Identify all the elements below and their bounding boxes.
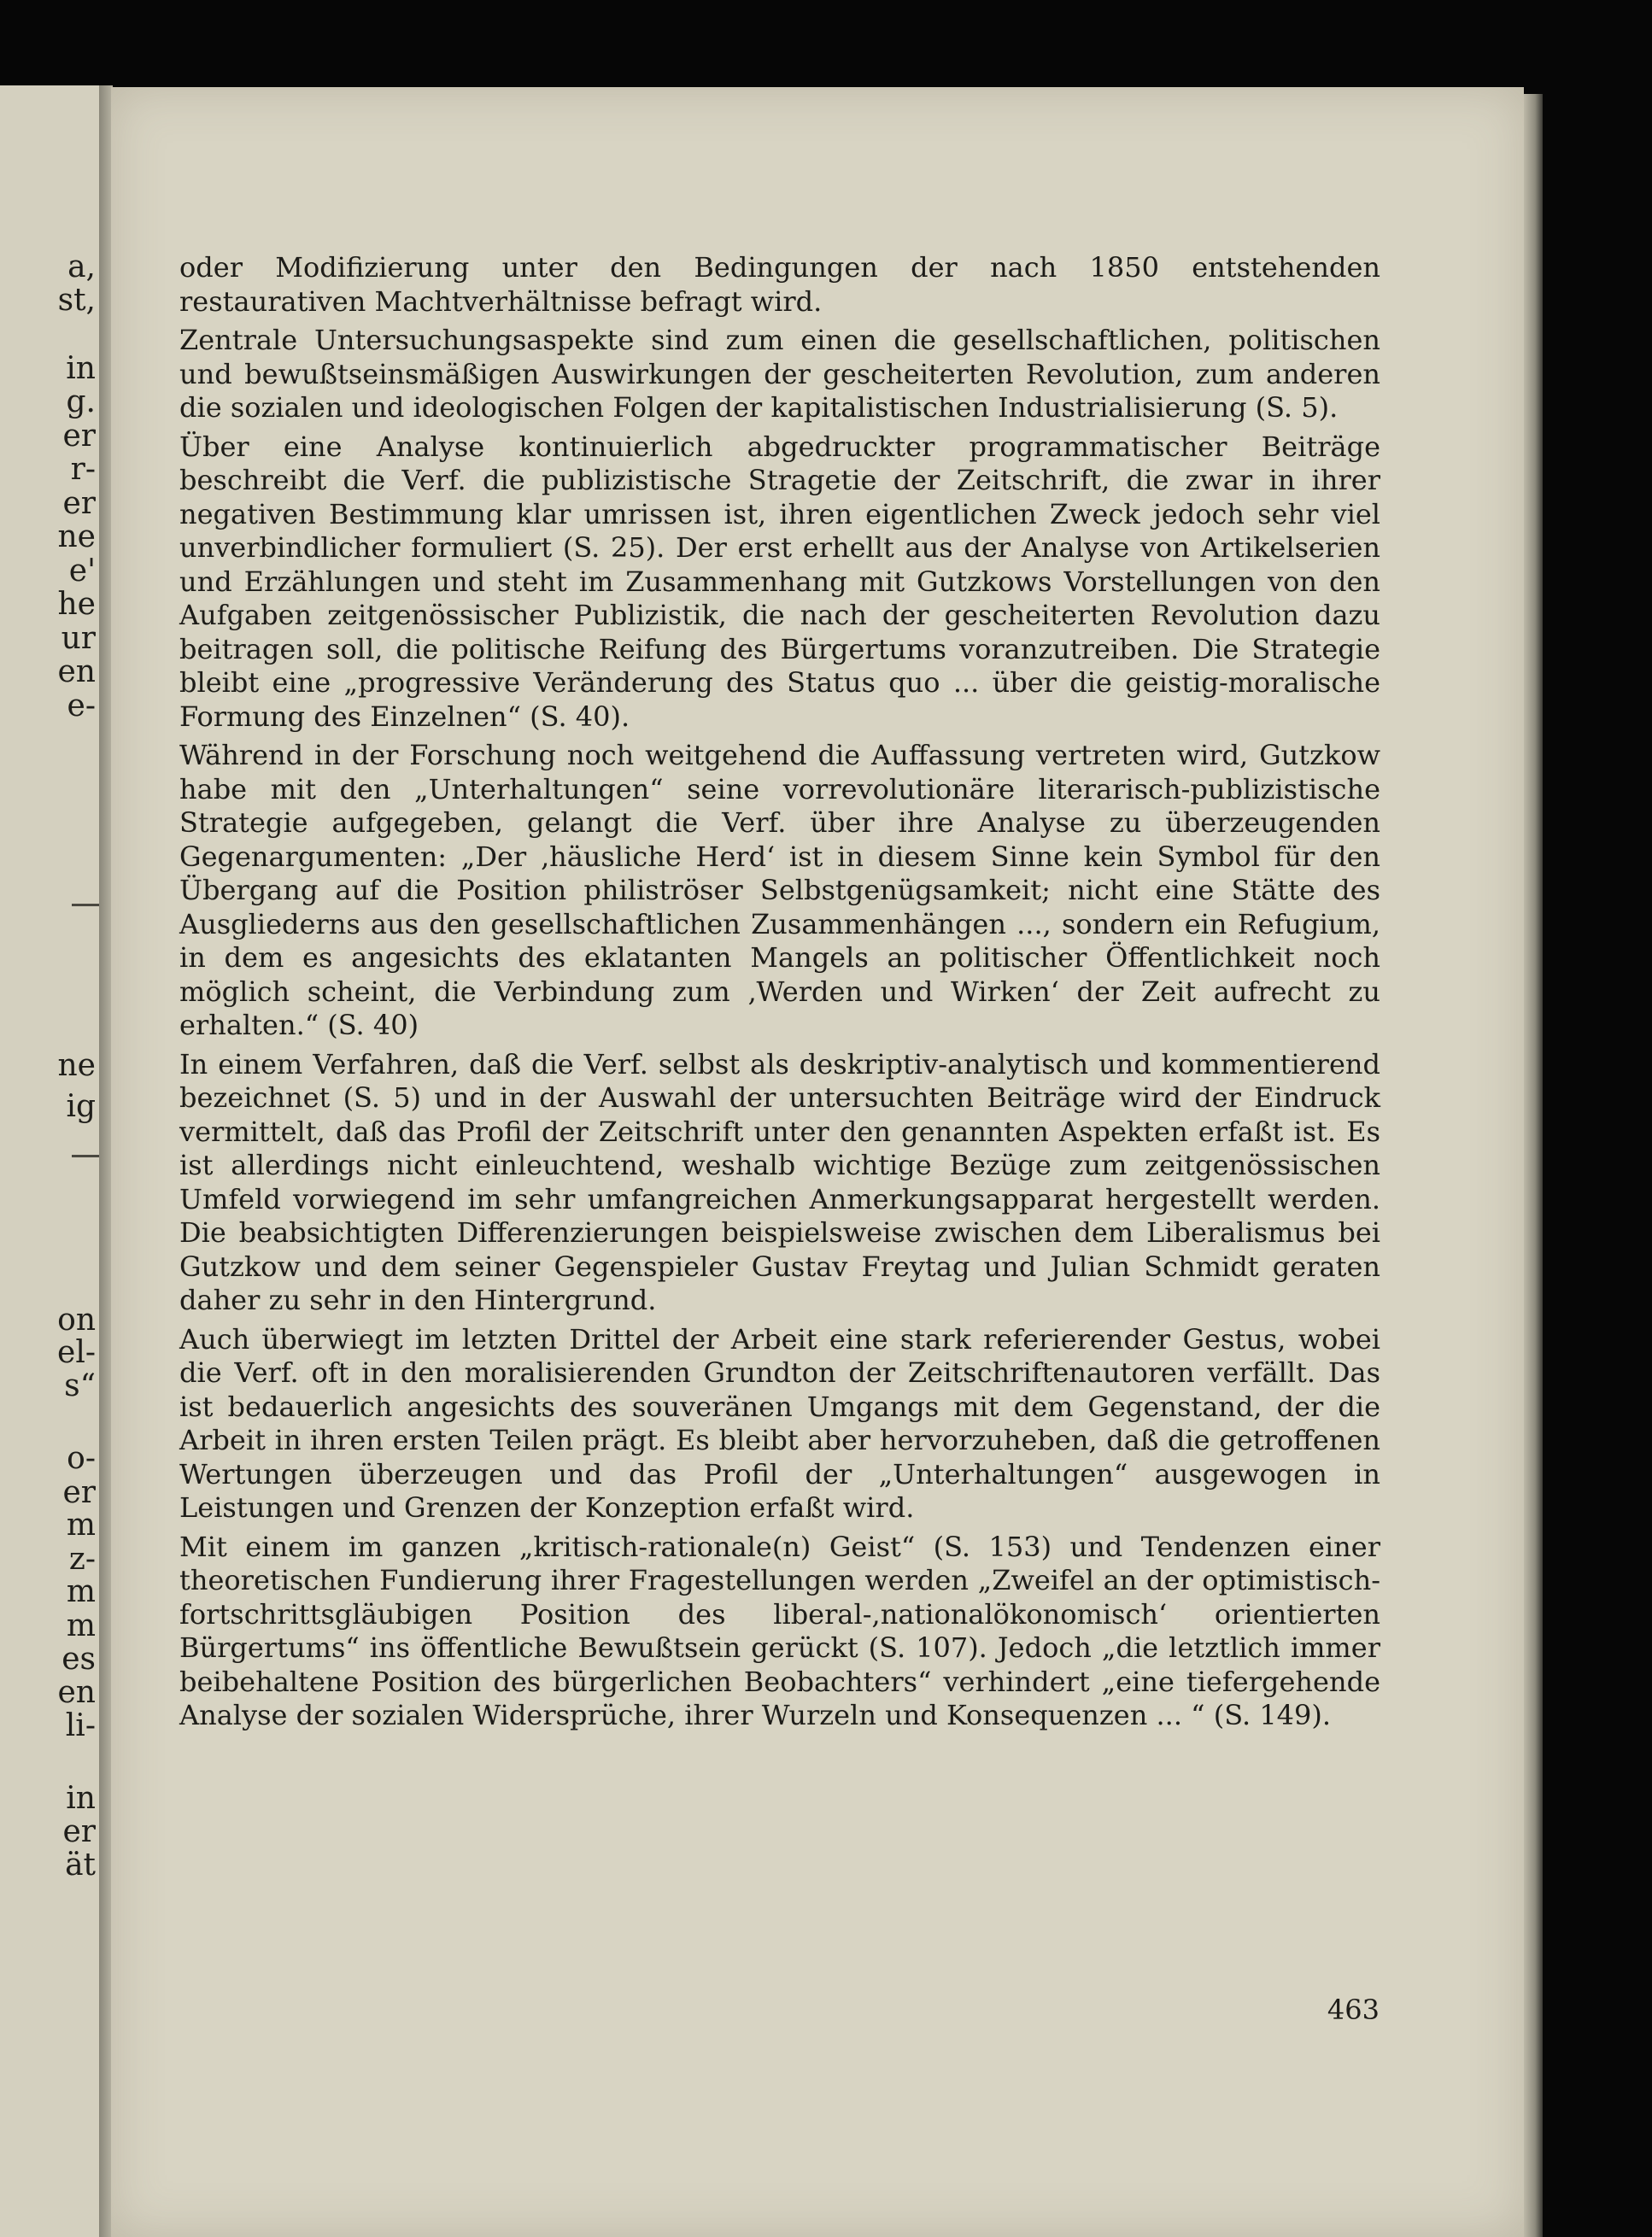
facing-page-fragment: st,: [57, 283, 96, 318]
facing-page-rule: [72, 1155, 101, 1157]
facing-page-fragment: a,: [67, 249, 96, 284]
facing-page-fragment: z-: [68, 1542, 96, 1577]
facing-page-fragment: g.: [66, 384, 96, 419]
facing-page-fragment: e-: [67, 688, 96, 723]
paragraph: Mit einem im ganzen „kritisch-rationale(n) Geist“ (S. 153) und Tendenzen einer theoretischen Fundierung ihrer Fragestellungen werden „Zweifel an der optimistisch-fortschrittsgläubigen Position des liberal-,nationalökonomisch‘ orientierten Bürgertums“ ins öffentliche Bewußtsein gerückt (S. 107). Jedoch „die letztlich immer beibehaltene Position des bürgerlichen Beobachters“ verhindert „eine tiefergehende Analyse der sozialen Widersprüche, ihrer Wurzeln und Konsequenzen ... “ (S. 149).: [179, 1530, 1380, 1731]
facing-page-fragment: er: [62, 1814, 96, 1849]
facing-page-fragment: er: [62, 486, 96, 521]
book-page: [111, 87, 1524, 2237]
facing-page-fragment: m: [66, 1508, 96, 1543]
facing-page-fragment: e': [68, 553, 96, 589]
page-number: 463: [1327, 1994, 1380, 2026]
facing-page-fragment: in: [66, 1781, 96, 1816]
facing-page-fragment: m: [66, 1574, 96, 1609]
facing-page-fragment: he: [57, 587, 96, 622]
facing-page-fragment: er: [62, 1475, 96, 1510]
paragraph: oder Modifizierung unter den Bedingungen der nach 1850 entstehenden restaurativen Machtverhältnisse befragt wird.: [179, 251, 1380, 318]
paragraph: Auch überwiegt im letzten Drittel der Arbeit eine stark referierender Gestus, wobei die Verf. oft in den moralisierenden Grundton der Zeitschriftenautoren verfällt. Das ist bedauerlich angesichts des souveränen Umgangs mit dem Gegenstand, der die Arbeit in ihren ersten Teilen prägt. Es bleibt aber hervorzuheben, daß die getroffenen Wertungen überzeugen und das Profil der „Unterhaltungen“ ausgewogen in Leistungen und Grenzen der Konzeption erfaßt wird.: [179, 1322, 1380, 1524]
facing-page-fragment: m: [66, 1608, 96, 1643]
facing-page-fragment: ig: [66, 1089, 96, 1124]
facing-page-edge: [0, 85, 101, 2237]
facing-page-fragment: ne: [57, 519, 96, 554]
facing-page-fragment: er: [62, 419, 96, 454]
paragraph: In einem Verfahren, daß die Verf. selbst als deskriptiv-analytisch und kommentierend bezeichnet (S. 5) und in der Auswahl der untersuchten Beiträge wird der Eindruck vermittelt, daß das Profil der Zeitschrift unter den genannten Aspekten erfaßt ist. Es ist allerdings nicht einleuchtend, weshalb wichtige Bezüge zum zeitgenössischen Umfeld vorwiegend im sehr umfangreichen Anmerkungsapparat hergestellt werden. Die beabsichtigten Differenzierungen beispielsweise zwischen dem Liberalismus bei Gutzkow und dem seiner Gegenspieler Gustav Freytag und Julian Schmidt geraten daher zu sehr in den Hintergrund.: [179, 1047, 1380, 1316]
paragraph: Über eine Analyse kontinuierlich abgedruckter programmatischer Beiträge beschreibt die Verf. die publizistische Stragetie der Zeitschrift, die zwar in ihrer negativen Bestimmung klar umrissen ist, ihren eigentlichen Zweck jedoch sehr viel unverbindlicher formuliert (S. 25). Der erst erhellt aus der Analyse von Artikelserien und Erzählungen und steht im Zusammenhang mit Gutzkows Vorstellungen von den Aufgaben zeitgenössischer Publizistik, die nach der gescheiterten Revolution dazu beitragen soll, die politische Reifung des Bürgertums voranzutreiben. Die Strategie bleibt eine „progressive Veränderung des Status quo ... über die geistig-moralische Formung des Einzelnen“ (S. 40).: [179, 430, 1380, 733]
facing-page-fragment: s“: [64, 1368, 96, 1403]
facing-page-fragment: ät: [65, 1848, 96, 1883]
facing-page-fragment: en: [57, 1675, 96, 1710]
facing-page-fragment: en: [57, 654, 96, 689]
facing-page-fragment: ur: [61, 621, 96, 656]
facing-page-fragment: o-: [67, 1441, 96, 1476]
paragraph: Zentrale Untersuchungsaspekte sind zum einen die gesellschaftlichen, politischen und bewußtseinsmäßigen Auswirkungen der gescheiterten Revolution, zum anderen die sozialen und ideologischen Folgen der kapitalistischen Industrialisierung (S. 5).: [179, 324, 1380, 424]
facing-page-fragment: li-: [65, 1708, 96, 1743]
facing-page-fragment: ne: [57, 1048, 96, 1083]
facing-page-fragment: on: [57, 1303, 96, 1338]
facing-page-fragment: el-: [57, 1335, 96, 1370]
page-stack-edge: [1524, 94, 1543, 2237]
paragraph: Während in der Forschung noch weitgehend die Auffassung vertreten wird, Gutzkow habe mit den „Unterhaltungen“ seine vorrevolutionäre literarisch-publizistische Strategie aufgegeben, gelangt die Verf. über ihre Analyse zu überzeugenden Gegenargumenten: „Der ‚häusliche Herd‘ ist in diesem Sinne kein Symbol für den Übergang auf die Position philiströser Selbstgenügsamkeit; nicht eine Stätte des Ausgliederns aus den gesellschaftlichen Zusammenhängen ..., sondern ein Refugium, in dem es angesichts des eklatanten Mangels an politischer Öffentlichkeit noch möglich scheint, die Verbindung zum ‚Werden und Wirken‘ der Zeit aufrecht zu erhalten.“ (S. 40): [179, 739, 1380, 1041]
body-text: [179, 251, 1380, 1738]
facing-page-rule: [72, 904, 101, 906]
facing-page-fragment: in: [66, 351, 96, 386]
facing-page-fragment: r-: [70, 452, 96, 487]
facing-page-fragment: es: [62, 1642, 96, 1677]
